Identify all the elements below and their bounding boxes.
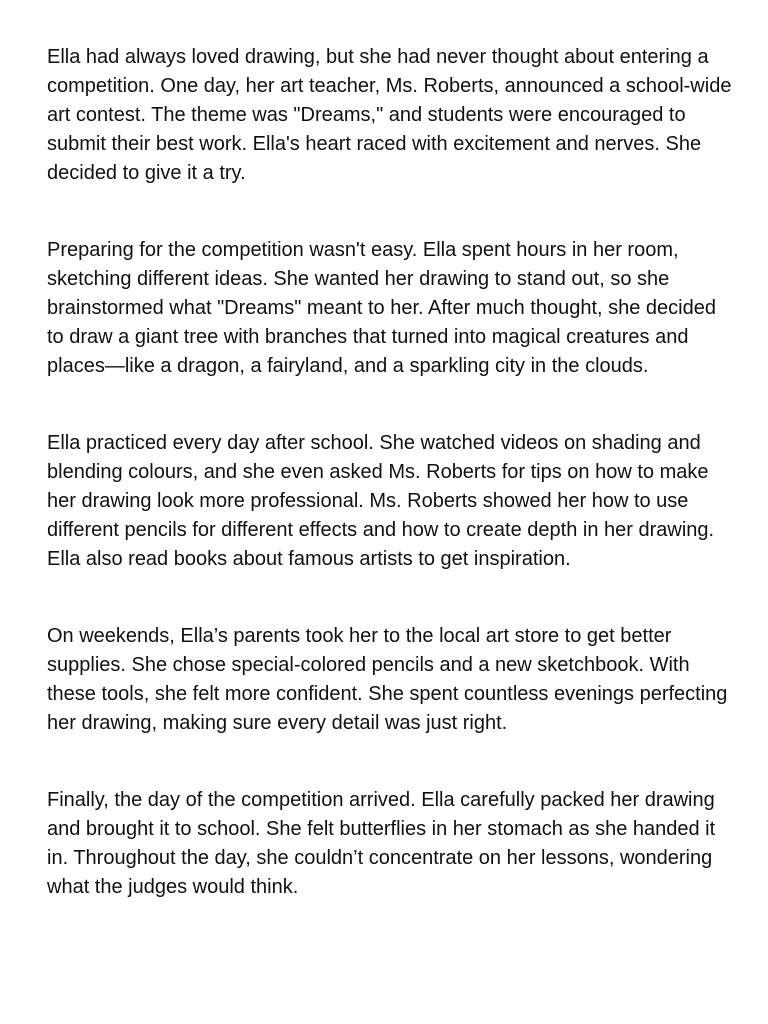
paragraph-2: Preparing for the competition wasn't easy. Ella spent hours in her room, sketching different ideas. She wanted her drawing to stand out, so she brainstormed what "Dreams" meant to her. After much thought, she decided to draw a giant tree with branches that turned into magical creatures and places—like a dragon, a fairyland, and a sparkling city in the clouds.	[47, 239, 716, 377]
paragraph-5: Finally, the day of the competition arrived. Ella carefully packed her drawing and brought it to school. She felt butterflies in her stomach as she handed it in. Throughout the day, she couldn’t concentrate on her lessons, wondering what the judges would think.	[47, 789, 716, 898]
paragraph-1: Ella had always loved drawing, but she had never thought about entering a competition. One day, her art teacher, Ms. Roberts, announced a school-wide art contest. The theme was "Dreams," and students were encouraged to submit their best work. Ella's heart raced with excitement and nerves. She decided to give it a try.	[47, 46, 732, 184]
paragraph-4: On weekends, Ella’s parents took her to the local art store to get better supplies. She chose special-colored pencils and a new sketchbook. With these tools, she felt more confident. She spent countless evenings perfecting her drawing, making sure every detail was just right.	[47, 625, 728, 734]
paragraph-3: Ella practiced every day after school. She watched videos on shading and blending colours, and she even asked Ms. Roberts for tips on how to make her drawing look more professional. Ms. Roberts showed her how to use different pencils for different effects and how to create depth in her drawing. Ella also read books about famous artists to get inspiration.	[47, 432, 715, 570]
document-body	[47, 43, 737, 902]
